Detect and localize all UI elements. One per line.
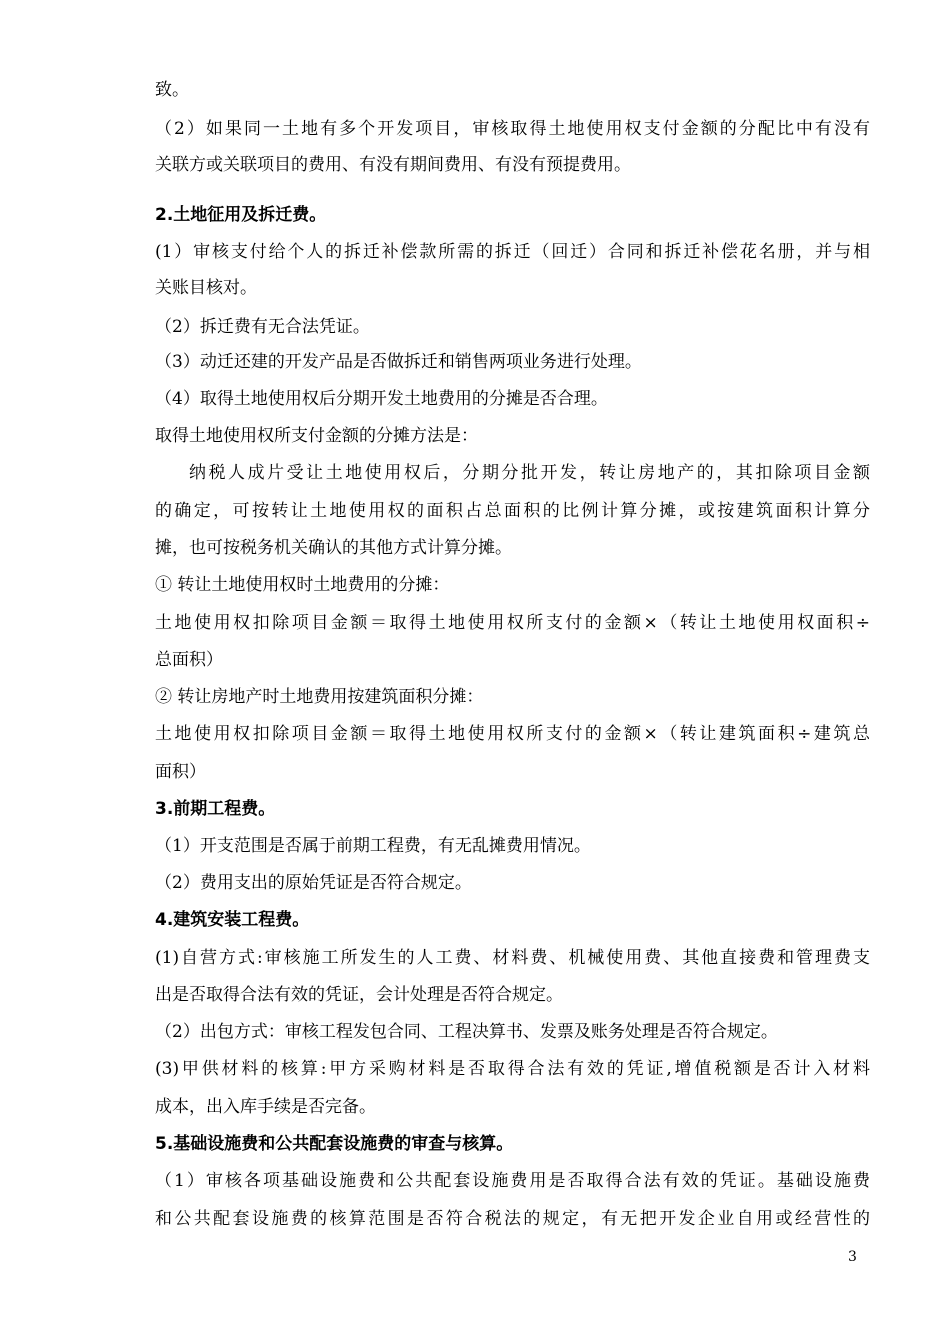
text-line: 土地使用权扣除项目金额＝取得土地使用权所支付的金额×（转让建筑面积÷建筑总 [155, 724, 870, 744]
text-line: （2）拆迁费有无合法凭证。 [155, 317, 370, 337]
page-number: 3 [848, 1249, 857, 1265]
text-line: （4）取得土地使用权后分期开发土地费用的分摊是否合理。 [155, 389, 608, 409]
text-line: (1)自营方式:审核施工所发生的人工费、材料费、机械使用费、其他直接费和管理费支 [155, 948, 870, 968]
text-line: 和公共配套设施费的核算范围是否符合税法的规定，有无把开发企业自用或经营性的 [155, 1209, 870, 1229]
section-heading: 3.前期工程费。 [155, 799, 276, 819]
text-line: 成本，出入库手续是否完备。 [155, 1097, 376, 1117]
text-line: 关联方或关联项目的费用、有没有期间费用、有没有预提费用。 [155, 155, 631, 175]
section-heading: 4.建筑安装工程费。 [155, 910, 310, 930]
text-line: （2）费用支出的原始凭证是否符合规定。 [155, 873, 472, 893]
text-line: 致。 [155, 80, 189, 100]
text-line: （1）开支范围是否属于前期工程费，有无乱摊费用情况。 [155, 836, 591, 856]
section-heading: 2.土地征用及拆迁费。 [155, 205, 327, 225]
text-line: 摊，也可按税务机关确认的其他方式计算分摊。 [155, 538, 512, 558]
text-line: (1）审核支付给个人的拆迁补偿款所需的拆迁（回迁）合同和拆迁补偿花名册，并与相 [155, 242, 870, 262]
text-line: 面积） [155, 762, 206, 782]
text-line: 土地使用权扣除项目金额＝取得土地使用权所支付的金额×（转让土地使用权面积÷ [155, 613, 870, 633]
text-line: 总面积） [155, 650, 223, 670]
text-line: 关账目核对。 [155, 278, 257, 298]
text-line: （1）审核各项基础设施费和公共配套设施费用是否取得合法有效的凭证。基础设施费 [155, 1171, 870, 1191]
text-line: （2）出包方式：审核工程发包合同、工程决算书、发票及账务处理是否符合规定。 [155, 1022, 778, 1042]
text-line: （2）如果同一土地有多个开发项目，审核取得土地使用权支付金额的分配比中有没有 [155, 119, 870, 139]
text-line: ① 转让土地使用权时土地费用的分摊： [155, 575, 450, 595]
text-line: （3）动迁还建的开发产品是否做拆迁和销售两项业务进行处理。 [155, 352, 642, 372]
text-line: 取得土地使用权所支付金额的分摊方法是： [155, 426, 478, 446]
text-line: 纳税人成片受让土地使用权后，分期分批开发，转让房地产的，其扣除项目金额 [189, 463, 870, 483]
text-line: 出是否取得合法有效的凭证，会计处理是否符合规定。 [155, 985, 563, 1005]
section-heading: 5.基础设施费和公共配套设施费的审查与核算。 [155, 1134, 514, 1154]
text-line: ② 转让房地产时土地费用按建筑面积分摊： [155, 687, 484, 707]
text-line: (3)甲供材料的核算:甲方采购材料是否取得合法有效的凭证,增值税额是否计入材料 [155, 1059, 870, 1079]
text-line: 的确定，可按转让土地使用权的面积占总面积的比例计算分摊，或按建筑面积计算分 [155, 501, 870, 521]
